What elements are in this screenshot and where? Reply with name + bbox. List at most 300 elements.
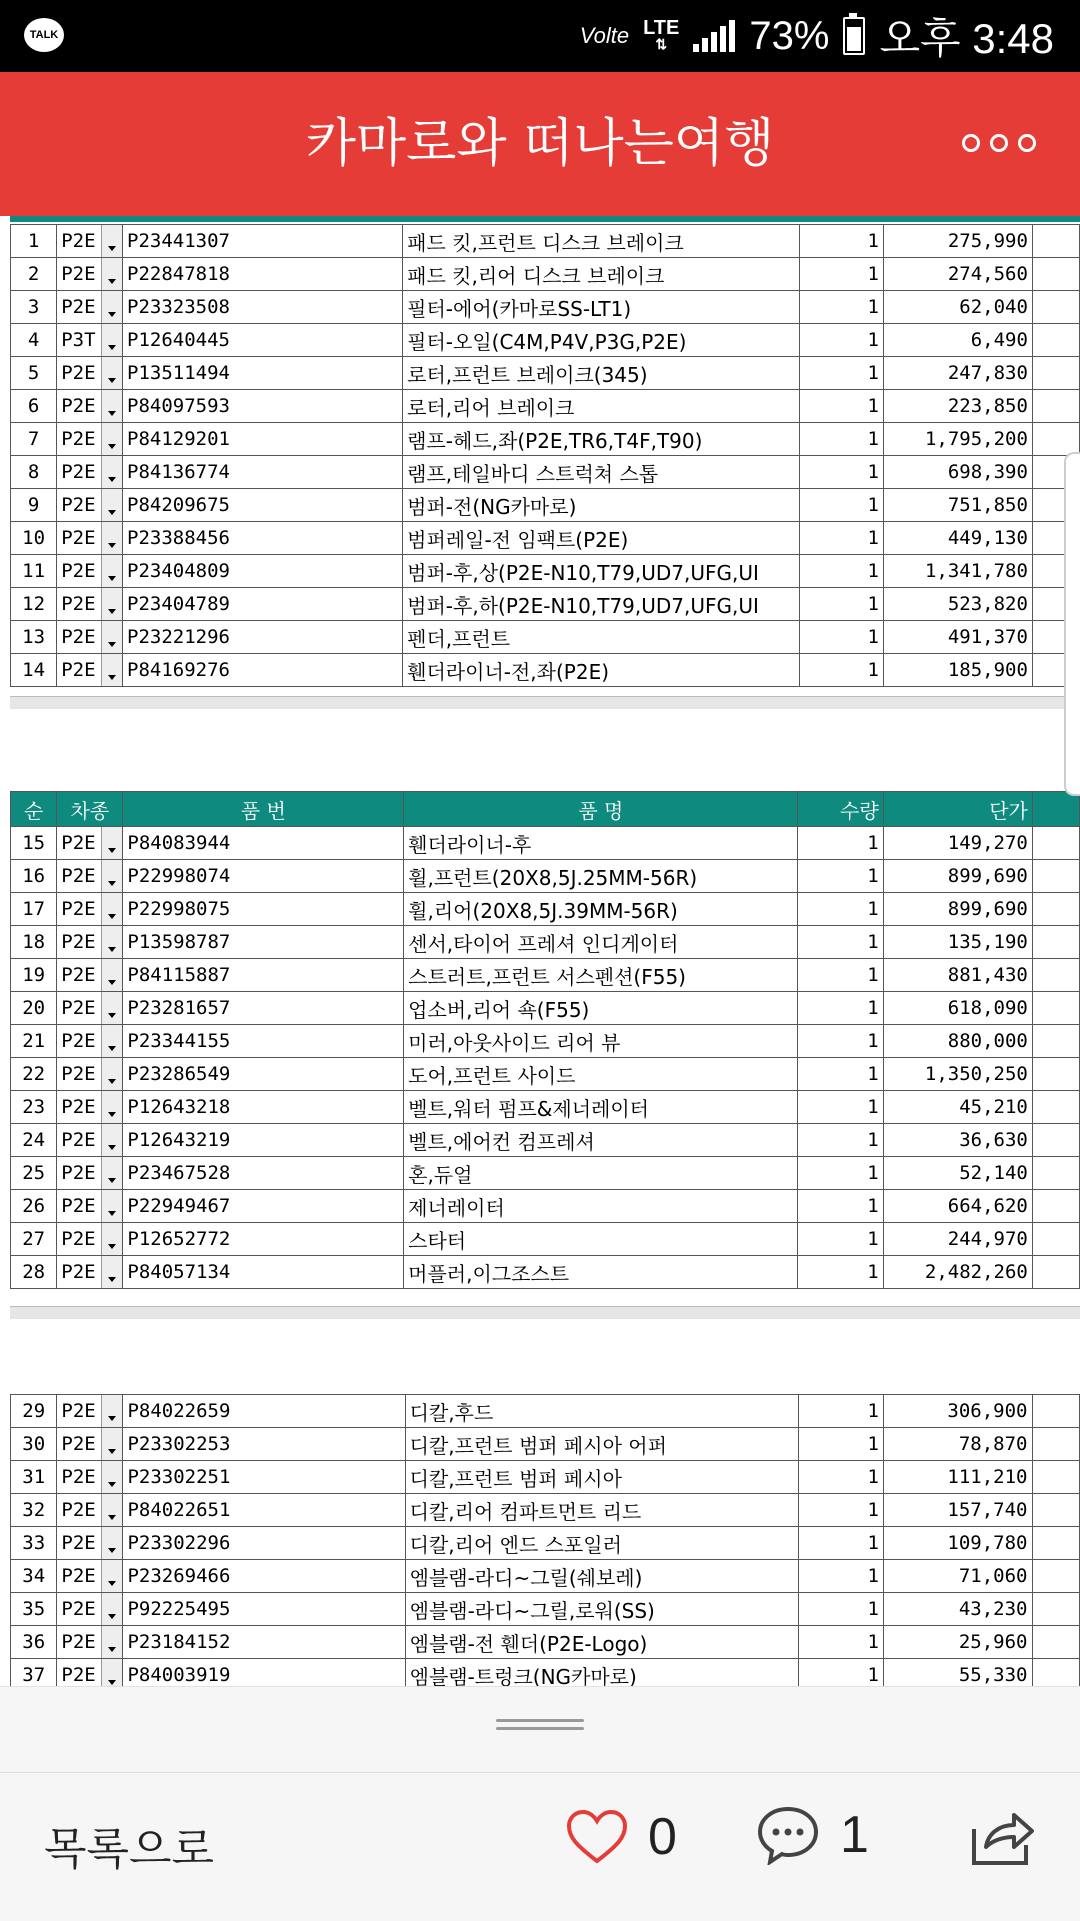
- cell-name: 엠블램-라디~그릴,로워(SS): [405, 1593, 799, 1626]
- cell-no: 10: [11, 522, 57, 555]
- cell-price: 149,270: [883, 827, 1032, 860]
- cell-code: P23441307: [123, 225, 403, 258]
- cell-name: 도어,프런트 사이드: [404, 1058, 798, 1091]
- dropdown-arrow-icon: [101, 1626, 122, 1658]
- cell-type: P2E: [57, 1461, 123, 1494]
- cell-qty: 1: [799, 1560, 883, 1593]
- cell-name: 필터-에어(카마로SS-LT1): [403, 291, 800, 324]
- table-row: [11, 489, 1080, 522]
- cell-blank: [1032, 992, 1079, 1025]
- cell-blank: [1032, 1091, 1079, 1124]
- cell-code: P12643218: [123, 1091, 404, 1124]
- cell-name: 디칼,프런트 범퍼 페시아 어퍼: [405, 1428, 799, 1461]
- cell-name: 휀더라이너-전,좌(P2E): [403, 654, 800, 687]
- cell-price: 247,830: [883, 357, 1032, 390]
- dropdown-arrow-icon: [101, 390, 122, 422]
- cell-name: 램프-헤드,좌(P2E,TR6,T4F,T90): [403, 423, 800, 456]
- cell-no: 12: [11, 588, 57, 621]
- cell-type: P2E: [57, 1626, 123, 1659]
- cell-blank: [1032, 1058, 1079, 1091]
- cell-type: P2E: [57, 860, 123, 893]
- table-row: [11, 1058, 1080, 1091]
- cell-no: 13: [11, 621, 57, 654]
- dropdown-arrow-icon: [101, 456, 122, 488]
- cell-code: P23286549: [123, 1058, 404, 1091]
- cell-name: 로터,리어 브레이크: [403, 390, 800, 423]
- cell-type: P2E: [57, 1091, 123, 1124]
- dropdown-arrow-icon: [101, 893, 122, 925]
- table-header-row: [11, 792, 1080, 827]
- table-row: [11, 1428, 1080, 1461]
- cell-name: 휠,리어(20X8,5J.39MM-56R): [404, 893, 798, 926]
- cell-type: P2E: [57, 893, 123, 926]
- cell-price: 36,630: [883, 1124, 1032, 1157]
- cell-price: 71,060: [883, 1560, 1032, 1593]
- cell-code: P23302251: [123, 1461, 405, 1494]
- cell-blank: [1032, 390, 1079, 423]
- cell-code: P84209675: [123, 489, 403, 522]
- cell-no: 18: [11, 926, 57, 959]
- dropdown-arrow-icon: [101, 621, 122, 653]
- dropdown-arrow-icon: [101, 827, 122, 859]
- dropdown-arrow-icon: [101, 291, 122, 323]
- dropdown-arrow-icon: [101, 225, 122, 257]
- cell-blank: [1032, 291, 1079, 324]
- signal-icon: [693, 20, 735, 52]
- cell-name: 램프,테일바디 스트럭쳐 스톱: [403, 456, 800, 489]
- heart-icon: [566, 1809, 628, 1865]
- cell-no: 31: [11, 1461, 57, 1494]
- cell-blank: [1032, 1527, 1080, 1560]
- cell-type: P2E: [57, 654, 123, 687]
- dropdown-arrow-icon: [101, 1593, 122, 1625]
- table-row: [11, 390, 1080, 423]
- table-row: [11, 423, 1080, 456]
- cell-price: 78,870: [883, 1428, 1032, 1461]
- cell-price: 618,090: [883, 992, 1032, 1025]
- cell-code: P84083944: [123, 827, 404, 860]
- dropdown-arrow-icon: [101, 1157, 122, 1189]
- cell-no: 1: [11, 225, 57, 258]
- dropdown-arrow-icon: [101, 1560, 122, 1592]
- cell-no: 34: [11, 1560, 57, 1593]
- dropdown-arrow-icon: [101, 588, 122, 620]
- drag-handle-icon[interactable]: [496, 1719, 584, 1733]
- cell-name: 미러,아웃사이드 리어 뷰: [404, 1025, 798, 1058]
- table-row: [11, 258, 1080, 291]
- table-row: [11, 588, 1080, 621]
- more-options-icon[interactable]: [962, 134, 1036, 152]
- cell-price: 109,780: [883, 1527, 1032, 1560]
- cell-qty: 1: [800, 390, 884, 423]
- cell-name: 엠블램-라디~그릴(쉐보레): [405, 1560, 799, 1593]
- table-row: [11, 1659, 1080, 1687]
- cell-name: 휠,프런트(20X8,5J.25MM-56R): [404, 860, 798, 893]
- table-row: [11, 959, 1080, 992]
- cell-no: 4: [11, 324, 57, 357]
- comment-count: 1: [840, 1806, 869, 1864]
- cell-qty: 1: [799, 1461, 883, 1494]
- dropdown-arrow-icon: [101, 1527, 122, 1559]
- cell-code: P84115887: [123, 959, 404, 992]
- cell-type: P2E: [57, 1395, 123, 1428]
- cell-name: 로터,프런트 브레이크(345): [403, 357, 800, 390]
- table-row: [11, 893, 1080, 926]
- cell-price: 880,000: [883, 1025, 1032, 1058]
- cell-no: 25: [11, 1157, 57, 1190]
- cell-code: P12643219: [123, 1124, 404, 1157]
- cell-type: P2E: [57, 291, 123, 324]
- back-to-list-button[interactable]: 목록으로: [44, 1824, 215, 1875]
- cell-qty: 1: [799, 1527, 883, 1560]
- cell-type: P2E: [57, 225, 123, 258]
- share-button[interactable]: [968, 1807, 1036, 1871]
- dropdown-arrow-icon: [101, 324, 122, 356]
- cell-name: 범퍼-후,상(P2E-N10,T79,UD7,UFG,UI: [403, 555, 800, 588]
- dropdown-arrow-icon: [101, 1025, 122, 1057]
- dropdown-arrow-icon: [101, 959, 122, 991]
- cell-no: 30: [11, 1428, 57, 1461]
- dropdown-arrow-icon: [101, 1223, 122, 1255]
- cell-code: P23269466: [123, 1560, 405, 1593]
- cell-price: 2,482,260: [883, 1256, 1032, 1289]
- cell-qty: 1: [798, 1190, 883, 1223]
- cell-type: P2E: [57, 959, 123, 992]
- table-row: [11, 1527, 1080, 1560]
- cell-qty: 1: [800, 588, 884, 621]
- cell-code: P22847818: [123, 258, 403, 291]
- cell-type: P2E: [57, 1058, 123, 1091]
- cell-blank: [1032, 893, 1079, 926]
- post-content[interactable]: [0, 216, 1080, 1686]
- cell-no: 14: [11, 654, 57, 687]
- cell-blank: [1032, 1659, 1080, 1687]
- cell-type: P2E: [57, 390, 123, 423]
- cell-price: 111,210: [883, 1461, 1032, 1494]
- kakaotalk-icon: TALK: [24, 18, 64, 52]
- cell-qty: 1: [798, 1157, 883, 1190]
- column-header: 단가: [883, 792, 1032, 827]
- scroll-handle[interactable]: [1064, 452, 1080, 796]
- column-header: 순: [11, 792, 57, 827]
- cell-blank: [1032, 926, 1079, 959]
- cell-code: P23404809: [123, 555, 403, 588]
- cell-name: 범퍼-전(NG카마로): [403, 489, 800, 522]
- cell-price: 25,960: [883, 1626, 1032, 1659]
- cell-no: 21: [11, 1025, 57, 1058]
- cell-price: 1,350,250: [883, 1058, 1032, 1091]
- cell-price: 135,190: [883, 926, 1032, 959]
- cell-type: P2E: [57, 258, 123, 291]
- cell-type: P2E: [57, 1157, 123, 1190]
- cell-name: 벨트,워터 펌프&제너레이터: [404, 1091, 798, 1124]
- cell-blank: [1032, 1461, 1080, 1494]
- parts-table-3: [10, 1394, 1080, 1686]
- dropdown-arrow-icon: [101, 258, 122, 290]
- dropdown-arrow-icon: [101, 1428, 122, 1460]
- cell-blank: [1032, 1256, 1079, 1289]
- cell-type: P2E: [57, 423, 123, 456]
- cell-blank: [1032, 959, 1079, 992]
- cell-no: 22: [11, 1058, 57, 1091]
- table-row: [11, 225, 1080, 258]
- comment-icon: [756, 1805, 820, 1865]
- cell-price: 1,341,780: [883, 555, 1032, 588]
- cell-price: 52,140: [883, 1157, 1032, 1190]
- cell-type: P2E: [57, 1593, 123, 1626]
- dropdown-arrow-icon: [101, 1395, 122, 1427]
- cell-blank: [1032, 324, 1079, 357]
- cell-qty: 1: [798, 959, 883, 992]
- cell-name: 범퍼-후,하(P2E-N10,T79,UD7,UFG,UI: [403, 588, 800, 621]
- cell-name: 범퍼레일-전 임팩트(P2E): [403, 522, 800, 555]
- cell-code: P23404789: [123, 588, 403, 621]
- cell-price: 6,490: [883, 324, 1032, 357]
- table-row: [11, 555, 1080, 588]
- cell-code: P23323508: [123, 291, 403, 324]
- cell-name: 디칼,프런트 범퍼 페시아: [405, 1461, 799, 1494]
- cell-no: 2: [11, 258, 57, 291]
- cell-price: 306,900: [883, 1395, 1032, 1428]
- cell-qty: 1: [800, 357, 884, 390]
- parts-table-2: [10, 791, 1080, 1289]
- cell-code: P22998074: [123, 860, 404, 893]
- table-row: [11, 522, 1080, 555]
- cell-price: 664,620: [883, 1190, 1032, 1223]
- cell-price: 244,970: [883, 1223, 1032, 1256]
- cell-type: P2E: [57, 1256, 123, 1289]
- cell-no: 11: [11, 555, 57, 588]
- drawer-handle-area[interactable]: [0, 1686, 1080, 1773]
- cell-qty: 1: [798, 992, 883, 1025]
- cell-type: P2E: [57, 1428, 123, 1461]
- sheet-footer-bar: [10, 1306, 1080, 1319]
- table-row: [11, 1223, 1080, 1256]
- cell-qty: 1: [798, 860, 883, 893]
- cell-blank: [1032, 1025, 1079, 1058]
- cell-qty: 1: [798, 1223, 883, 1256]
- volte-indicator: Volte: [579, 23, 630, 48]
- comment-button[interactable]: [756, 1805, 869, 1865]
- cell-blank: [1032, 860, 1079, 893]
- cell-qty: 1: [799, 1428, 883, 1461]
- cell-no: 9: [11, 489, 57, 522]
- cell-blank: [1032, 1124, 1079, 1157]
- cell-qty: 1: [798, 1091, 883, 1124]
- dropdown-arrow-icon: [101, 992, 122, 1024]
- cell-code: P23281657: [123, 992, 404, 1025]
- cell-blank: [1032, 357, 1079, 390]
- cell-qty: 1: [798, 926, 883, 959]
- cell-no: 7: [11, 423, 57, 456]
- cell-name: 엠블램-전 휀더(P2E-Logo): [405, 1626, 799, 1659]
- cell-price: 62,040: [883, 291, 1032, 324]
- table-row: [11, 1395, 1080, 1428]
- cell-qty: 1: [799, 1659, 883, 1687]
- cell-type: P2E: [57, 1025, 123, 1058]
- cell-code: P23302253: [123, 1428, 405, 1461]
- cell-type: P3T: [57, 324, 123, 357]
- cell-qty: 1: [799, 1494, 883, 1527]
- dropdown-arrow-icon: [101, 1091, 122, 1123]
- cell-name: 디칼,리어 엔드 스포일러: [405, 1527, 799, 1560]
- cell-type: P2E: [57, 1560, 123, 1593]
- column-header-blank: [1032, 792, 1079, 827]
- cell-qty: 1: [799, 1593, 883, 1626]
- dropdown-arrow-icon: [101, 926, 122, 958]
- cell-no: 27: [11, 1223, 57, 1256]
- cell-qty: 1: [800, 654, 884, 687]
- cell-price: 223,850: [883, 390, 1032, 423]
- cell-type: P2E: [57, 1223, 123, 1256]
- battery-icon: [843, 17, 865, 55]
- cell-qty: 1: [798, 1025, 883, 1058]
- cell-name: 혼,듀얼: [404, 1157, 798, 1190]
- cell-qty: 1: [800, 258, 884, 291]
- cell-type: P2E: [57, 827, 123, 860]
- cell-code: P84003919: [123, 1659, 405, 1687]
- cell-no: 36: [11, 1626, 57, 1659]
- cell-code: P13511494: [123, 357, 403, 390]
- cell-qty: 1: [800, 456, 884, 489]
- cell-price: 449,130: [883, 522, 1032, 555]
- cell-code: P23344155: [123, 1025, 404, 1058]
- table-row: [11, 992, 1080, 1025]
- cell-no: 37: [11, 1659, 57, 1687]
- cell-code: P22949467: [123, 1190, 404, 1223]
- dropdown-arrow-icon: [101, 1124, 122, 1156]
- table-row: [11, 291, 1080, 324]
- cell-qty: 1: [798, 1256, 883, 1289]
- table-row: [11, 1256, 1080, 1289]
- sheet-header-strip: [10, 216, 1080, 222]
- bottom-action-bar: [0, 1772, 1080, 1921]
- column-header: 품 번: [123, 792, 404, 827]
- cell-code: P23302296: [123, 1527, 405, 1560]
- cell-name: 스트러트,프런트 서스펜션(F55): [404, 959, 798, 992]
- dropdown-arrow-icon: [101, 654, 122, 686]
- cell-name: 디칼,후드: [405, 1395, 799, 1428]
- cell-name: 패드 킷,프런트 디스크 브레이크: [403, 225, 800, 258]
- table-row: [11, 827, 1080, 860]
- table-row: [11, 456, 1080, 489]
- dropdown-arrow-icon: [101, 860, 122, 892]
- cell-price: 1,795,200: [883, 423, 1032, 456]
- cell-code: P23184152: [123, 1626, 405, 1659]
- cell-blank: [1032, 1593, 1080, 1626]
- cell-name: 제너레이터: [404, 1190, 798, 1223]
- cell-code: P22998075: [123, 893, 404, 926]
- cell-no: 8: [11, 456, 57, 489]
- dropdown-arrow-icon: [101, 423, 122, 455]
- page-title: 카마로와 떠나는여행: [305, 114, 775, 174]
- clock: 오후 3:48: [879, 15, 1054, 62]
- table-row: [11, 860, 1080, 893]
- cell-price: 45,210: [883, 1091, 1032, 1124]
- cell-qty: 1: [800, 423, 884, 456]
- cell-qty: 1: [800, 225, 884, 258]
- cell-code: P84129201: [123, 423, 403, 456]
- app-header: [0, 72, 1080, 216]
- table-row: [11, 621, 1080, 654]
- cell-no: 6: [11, 390, 57, 423]
- table-row: [11, 654, 1080, 687]
- cell-no: 29: [11, 1395, 57, 1428]
- cell-qty: 1: [800, 621, 884, 654]
- cell-qty: 1: [798, 1058, 883, 1091]
- cell-code: P84022651: [123, 1494, 405, 1527]
- status-bar: [0, 0, 1080, 72]
- cell-qty: 1: [800, 489, 884, 522]
- cell-no: 32: [11, 1494, 57, 1527]
- table-row: [11, 357, 1080, 390]
- like-button[interactable]: [566, 1807, 677, 1867]
- cell-price: 899,690: [883, 893, 1032, 926]
- table-row: [11, 1157, 1080, 1190]
- cell-qty: 1: [799, 1395, 883, 1428]
- cell-qty: 1: [798, 1124, 883, 1157]
- cell-no: 33: [11, 1527, 57, 1560]
- battery-percent: 73%: [749, 13, 830, 58]
- column-header: 품 명: [404, 792, 798, 827]
- dropdown-arrow-icon: [101, 1256, 122, 1288]
- cell-blank: [1032, 1428, 1080, 1461]
- cell-no: 28: [11, 1256, 57, 1289]
- cell-name: 머플러,이그조스트: [404, 1256, 798, 1289]
- lte-indicator: LTE ⇅: [643, 17, 680, 52]
- sheet-footer-bar: [10, 696, 1080, 709]
- cell-price: 43,230: [883, 1593, 1032, 1626]
- cell-no: 19: [11, 959, 57, 992]
- cell-code: P84169276: [123, 654, 403, 687]
- dropdown-arrow-icon: [101, 555, 122, 587]
- cell-code: P23467528: [123, 1157, 404, 1190]
- cell-no: 20: [11, 992, 57, 1025]
- cell-qty: 1: [798, 827, 883, 860]
- cell-code: P92225495: [123, 1593, 405, 1626]
- cell-qty: 1: [798, 893, 883, 926]
- table-row: [11, 1091, 1080, 1124]
- cell-code: P84097593: [123, 390, 403, 423]
- table-row: [11, 1593, 1080, 1626]
- dropdown-arrow-icon: [101, 1659, 122, 1686]
- status-indicators: [580, 0, 1054, 72]
- dropdown-arrow-icon: [101, 1190, 122, 1222]
- cell-blank: [1032, 423, 1079, 456]
- cell-type: P2E: [57, 522, 123, 555]
- cell-type: P2E: [57, 1190, 123, 1223]
- cell-price: 491,370: [883, 621, 1032, 654]
- cell-type: P2E: [57, 489, 123, 522]
- cell-name: 벨트,에어컨 컴프레셔: [404, 1124, 798, 1157]
- cell-code: P84136774: [123, 456, 403, 489]
- cell-price: 698,390: [883, 456, 1032, 489]
- cell-code: P12640445: [123, 324, 403, 357]
- table-row: [11, 1190, 1080, 1223]
- cell-blank: [1032, 827, 1079, 860]
- cell-qty: 1: [800, 324, 884, 357]
- cell-price: 275,990: [883, 225, 1032, 258]
- cell-blank: [1032, 258, 1079, 291]
- cell-name: 패드 킷,리어 디스크 브레이크: [403, 258, 800, 291]
- table-row: [11, 324, 1080, 357]
- dropdown-arrow-icon: [101, 1461, 122, 1493]
- cell-price: 157,740: [883, 1494, 1032, 1527]
- table-row: [11, 926, 1080, 959]
- table-row: [11, 1025, 1080, 1058]
- cell-blank: [1032, 1494, 1080, 1527]
- cell-blank: [1032, 225, 1079, 258]
